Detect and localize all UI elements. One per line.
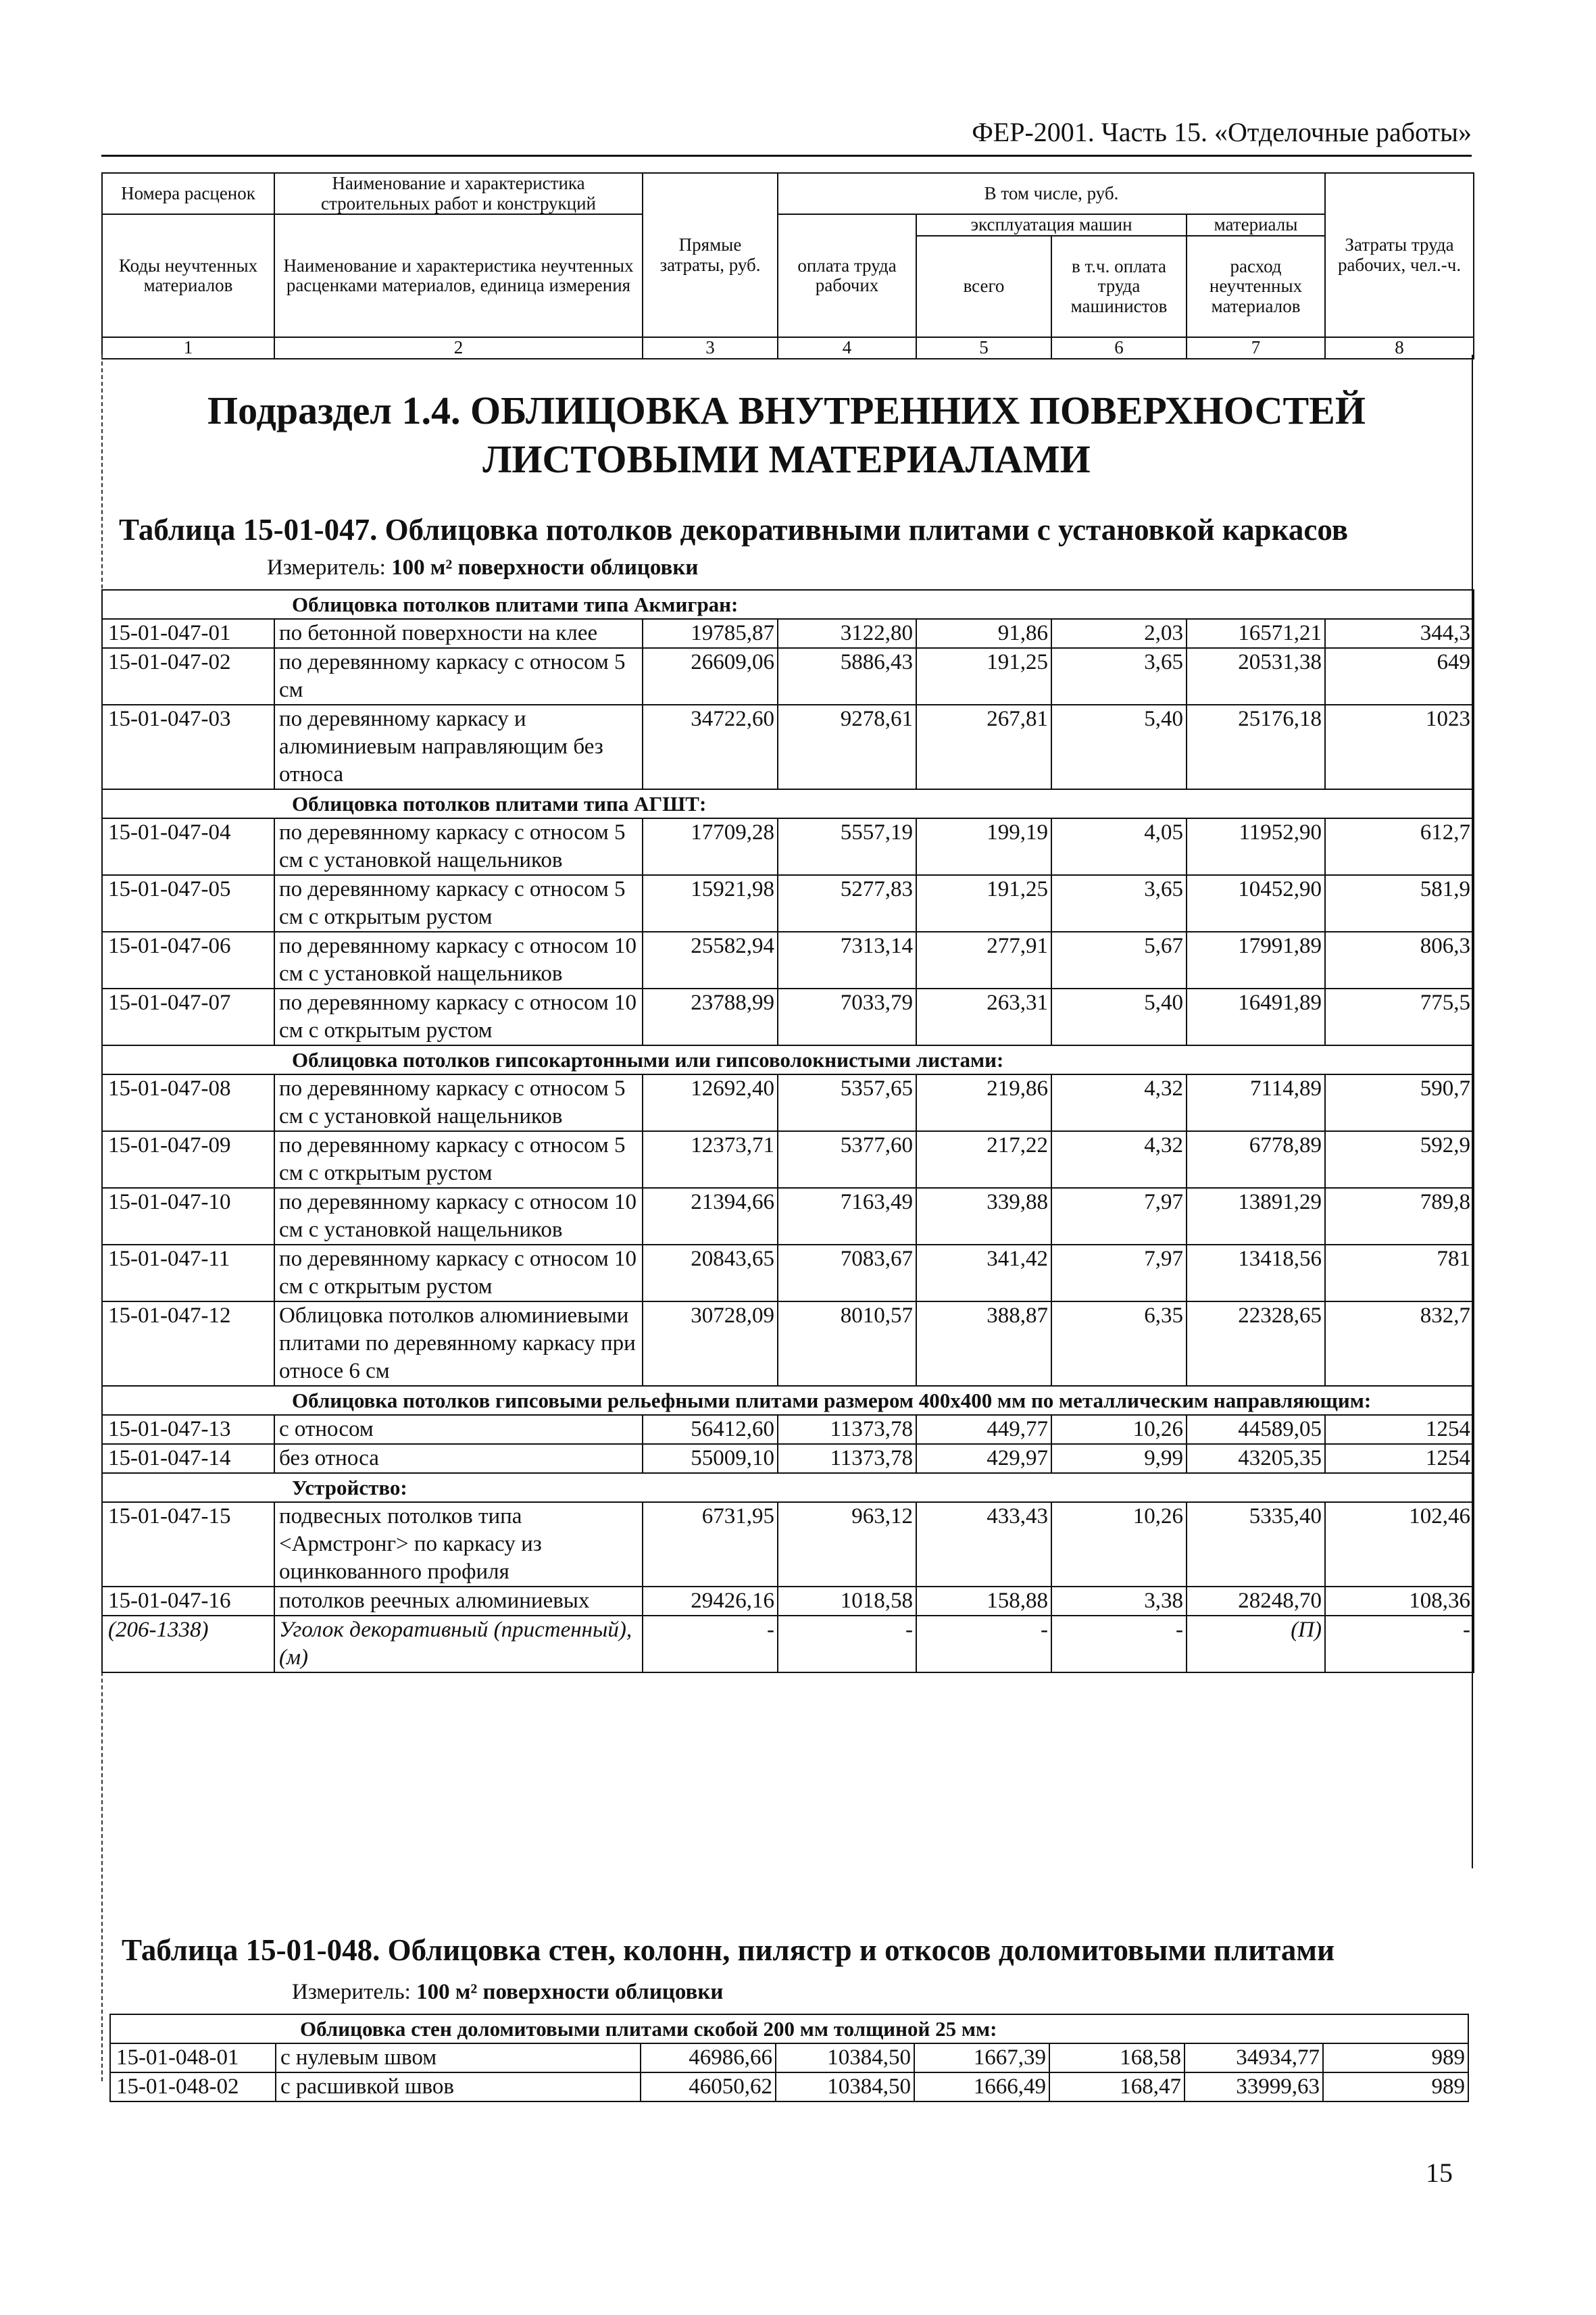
operator-wages-value: 4,05	[1051, 818, 1187, 875]
col-number: 1	[102, 337, 274, 359]
materials-value: 13891,29	[1187, 1188, 1325, 1245]
operator-wages-value: 10,26	[1051, 1502, 1187, 1587]
rate-code: 15-01-047-14	[102, 1444, 274, 1473]
operator-wages-value: 7,97	[1051, 1188, 1187, 1245]
labor-value: 832,7	[1325, 1301, 1474, 1386]
rate-code: 15-01-048-02	[110, 2072, 276, 2101]
work-description: без относа	[274, 1444, 643, 1473]
materials-value: 34934,77	[1184, 2043, 1323, 2072]
work-description: с относом	[274, 1415, 643, 1444]
rate-code: 15-01-047-04	[102, 818, 274, 875]
wages-value: 11373,78	[778, 1444, 916, 1473]
subsection-title: Подраздел 1.4. ОБЛИЦОВКА ВНУТРЕННИХ ПОВЕРХНОСТЕЙ ЛИСТОВЫМИ МАТЕРИАЛАМИ	[207, 389, 1366, 481]
rate-code: (206-1338)	[102, 1616, 274, 1672]
machines-total-value: 1667,39	[914, 2043, 1049, 2072]
materials-value: (П)	[1187, 1616, 1325, 1672]
work-description: по деревянному каркасу с относом 5 см	[274, 648, 643, 705]
labor-value: 1254	[1325, 1444, 1474, 1473]
rate-code: 15-01-047-02	[102, 648, 274, 705]
hdr-operator-wages: в т.ч. оплата труда машинистов	[1051, 236, 1187, 337]
table-row	[102, 1415, 1474, 1444]
labor-value: 592,9	[1325, 1131, 1474, 1188]
operator-wages-value: 3,65	[1051, 875, 1187, 932]
operator-wages-value: 5,40	[1051, 989, 1187, 1045]
meter-value: 100 м² поверхности облицовки	[416, 1980, 724, 2004]
work-description: с нулевым швом	[276, 2043, 641, 2072]
machines-total-value: 191,25	[916, 875, 1051, 932]
labor-value: 649	[1325, 648, 1474, 705]
work-description: по деревянному каркасу с относом 10 см с открытым рустом	[274, 1245, 643, 1301]
col-number: 2	[274, 337, 643, 359]
col-number: 7	[1187, 337, 1325, 359]
work-description: с расшивкой швов	[276, 2072, 641, 2101]
direct-costs-value: 19785,87	[643, 619, 778, 648]
materials-value: 11952,90	[1187, 818, 1325, 875]
group-header: Облицовка потолков плитами типа Акмигран:	[102, 590, 1474, 619]
rate-code: 15-01-047-07	[102, 989, 274, 1045]
labor-value: 806,3	[1325, 932, 1474, 989]
work-description: по деревянному каркасу с относом 5 см с установкой нащельников	[274, 818, 643, 875]
meter-value: 100 м² поверхности облицовки	[391, 555, 699, 580]
direct-costs-value: 46986,66	[641, 2043, 776, 2072]
hdr-labor: Затраты труда рабочих, чел.-ч.	[1325, 173, 1474, 337]
table-row	[110, 2072, 1468, 2101]
operator-wages-value: 4,32	[1051, 1074, 1187, 1131]
machines-total-value: 191,25	[916, 648, 1051, 705]
machines-total-value: 341,42	[916, 1245, 1051, 1301]
machines-total-value: -	[916, 1616, 1051, 1672]
materials-value: 25176,18	[1187, 705, 1325, 789]
work-description: по деревянному каркасу с относом 5 см с установкой нащельников	[274, 1074, 643, 1131]
materials-value: 33999,63	[1184, 2072, 1323, 2101]
group-header-row	[102, 1386, 1474, 1415]
hdr-unaccounted-consumption: расход неучтенных материалов	[1187, 236, 1325, 337]
work-description: по деревянному каркасу и алюминиевым направляющим без относа	[274, 705, 643, 789]
work-description: потолков реечных алюминиевых	[274, 1587, 643, 1616]
wages-value: 7313,14	[778, 932, 916, 989]
rate-code: 15-01-047-10	[102, 1188, 274, 1245]
rate-code: 15-01-047-03	[102, 705, 274, 789]
wages-value: -	[778, 1616, 916, 1672]
group-header: Облицовка стен доломитовыми плитами скобой 200 мм толщиной 25 мм:	[110, 2014, 1468, 2043]
wages-value: 11373,78	[778, 1415, 916, 1444]
direct-costs-value: 12373,71	[643, 1131, 778, 1188]
labor-value: 102,46	[1325, 1502, 1474, 1587]
wages-value: 7083,67	[778, 1245, 916, 1301]
table-row	[102, 1074, 1474, 1131]
group-header-row	[102, 1473, 1474, 1502]
operator-wages-value: 7,97	[1051, 1245, 1187, 1301]
wages-value: 7163,49	[778, 1188, 916, 1245]
wages-value: 5357,65	[778, 1074, 916, 1131]
rate-code: 15-01-047-01	[102, 619, 274, 648]
direct-costs-value: 23788,99	[643, 989, 778, 1045]
labor-value: 108,36	[1325, 1587, 1474, 1616]
machines-total-value: 339,88	[916, 1188, 1051, 1245]
labor-value: 989	[1323, 2043, 1468, 2072]
hdr-unaccounted-codes: Коды неучтенных материалов	[102, 214, 274, 337]
wages-value: 10384,50	[776, 2043, 914, 2072]
col-number: 4	[778, 337, 916, 359]
rate-code: 15-01-047-16	[102, 1587, 274, 1616]
wages-value: 3122,80	[778, 619, 916, 648]
group-header-row	[110, 2014, 1468, 2043]
table-048-meter	[292, 1980, 723, 2005]
table-row	[102, 1616, 1474, 1672]
table-row	[102, 875, 1474, 932]
table-047-title: Таблица 15-01-047. Облицовка потолков декоративными плитами с установкой каркасов	[119, 513, 1349, 547]
table-row	[102, 989, 1474, 1045]
direct-costs-value: 30728,09	[643, 1301, 778, 1386]
labor-value: -	[1325, 1616, 1474, 1672]
column-header-table	[101, 172, 1474, 359]
materials-value: 20531,38	[1187, 648, 1325, 705]
rate-code: 15-01-047-08	[102, 1074, 274, 1131]
direct-costs-value: -	[643, 1616, 778, 1672]
meter-label: Измеритель:	[292, 1980, 411, 2004]
rate-code: 15-01-048-01	[110, 2043, 276, 2072]
rate-code: 15-01-047-06	[102, 932, 274, 989]
labor-value: 989	[1323, 2072, 1468, 2101]
machines-total-value: 91,86	[916, 619, 1051, 648]
materials-value: 22328,65	[1187, 1301, 1325, 1386]
meter-label: Измеритель:	[267, 555, 386, 580]
table-047-meter	[267, 555, 698, 580]
group-header: Устройство:	[102, 1473, 1474, 1502]
machines-total-value: 219,86	[916, 1074, 1051, 1131]
work-description: по бетонной поверхности на клее	[274, 619, 643, 648]
materials-value: 13418,56	[1187, 1245, 1325, 1301]
table-048	[109, 2014, 1469, 2102]
operator-wages-value: -	[1051, 1616, 1187, 1672]
work-description: Уголок декоративный (пристенный), (м)	[274, 1616, 643, 1672]
machines-total-value: 158,88	[916, 1587, 1051, 1616]
labor-value: 1023	[1325, 705, 1474, 789]
materials-value: 44589,05	[1187, 1415, 1325, 1444]
table-row	[102, 1188, 1474, 1245]
table-row	[102, 648, 1474, 705]
group-header: Облицовка потолков гипсовыми рельефными плитами размером 400х400 мм по металлическим направляющим:	[102, 1386, 1474, 1415]
hdr-wages: оплата труда рабочих	[778, 214, 916, 337]
operator-wages-value: 6,35	[1051, 1301, 1187, 1386]
direct-costs-value: 26609,06	[643, 648, 778, 705]
materials-value: 17991,89	[1187, 932, 1325, 989]
work-description: Облицовка потолков алюминиевыми плитами по деревянному каркасу при относе 6 см	[274, 1301, 643, 1386]
rate-code: 15-01-047-13	[102, 1415, 274, 1444]
running-header: ФЕР-2001. Часть 15. «Отделочные работы»	[101, 116, 1472, 157]
wages-value: 1018,58	[778, 1587, 916, 1616]
group-header: Облицовка потолков плитами типа АГШТ:	[102, 789, 1474, 818]
work-description: по деревянному каркасу с относом 10 см с установкой нащельников	[274, 1188, 643, 1245]
col-number: 8	[1325, 337, 1474, 359]
materials-value: 16491,89	[1187, 989, 1325, 1045]
hdr-direct-costs: Прямые затраты, руб.	[643, 173, 778, 337]
group-header-row	[102, 789, 1474, 818]
machines-total-value: 263,31	[916, 989, 1051, 1045]
machines-total-value: 1666,49	[914, 2072, 1049, 2101]
direct-costs-value: 12692,40	[643, 1074, 778, 1131]
wages-value: 8010,57	[778, 1301, 916, 1386]
direct-costs-value: 56412,60	[643, 1415, 778, 1444]
direct-costs-value: 29426,16	[643, 1587, 778, 1616]
operator-wages-value: 4,32	[1051, 1131, 1187, 1188]
labor-value: 781	[1325, 1245, 1474, 1301]
machines-total-value: 429,97	[916, 1444, 1051, 1473]
operator-wages-value: 5,40	[1051, 705, 1187, 789]
table-row	[102, 1502, 1474, 1587]
table-048-title: Таблица 15-01-048. Облицовка стен, колонн, пилястр и откосов доломитовыми плитами	[122, 1933, 1335, 1967]
table-row	[102, 1587, 1474, 1616]
materials-value: 28248,70	[1187, 1587, 1325, 1616]
direct-costs-value: 55009,10	[643, 1444, 778, 1473]
wages-value: 5377,60	[778, 1131, 916, 1188]
table-row	[102, 1131, 1474, 1188]
hdr-name-top: Наименование и характеристика строительных работ и конструкций	[274, 173, 643, 214]
col-number: 5	[916, 337, 1051, 359]
table-047	[101, 589, 1474, 1673]
rate-code: 15-01-047-11	[102, 1245, 274, 1301]
operator-wages-value: 3,38	[1051, 1587, 1187, 1616]
direct-costs-value: 15921,98	[643, 875, 778, 932]
machines-total-value: 267,81	[916, 705, 1051, 789]
wages-value: 5277,83	[778, 875, 916, 932]
labor-value: 1254	[1325, 1415, 1474, 1444]
operator-wages-value: 9,99	[1051, 1444, 1187, 1473]
col-number: 3	[643, 337, 778, 359]
group-header-row	[102, 1045, 1474, 1074]
operator-wages-value: 168,58	[1049, 2043, 1184, 2072]
operator-wages-value: 168,47	[1049, 2072, 1184, 2101]
rate-code: 15-01-047-09	[102, 1131, 274, 1188]
operator-wages-value: 10,26	[1051, 1415, 1187, 1444]
wages-value: 10384,50	[776, 2072, 914, 2101]
labor-value: 581,9	[1325, 875, 1474, 932]
machines-total-value: 217,22	[916, 1131, 1051, 1188]
wages-value: 5557,19	[778, 818, 916, 875]
table-row	[102, 1245, 1474, 1301]
direct-costs-value: 20843,65	[643, 1245, 778, 1301]
direct-costs-value: 6731,95	[643, 1502, 778, 1587]
hdr-materials: материалы	[1187, 214, 1325, 236]
labor-value: 590,7	[1325, 1074, 1474, 1131]
work-description: по деревянному каркасу с относом 5 см с открытым рустом	[274, 1131, 643, 1188]
labor-value: 344,3	[1325, 619, 1474, 648]
page-number: 15	[1426, 2158, 1453, 2188]
materials-value: 7114,89	[1187, 1074, 1325, 1131]
work-description: подвесных потолков типа <Армстронг> по каркасу из оцинкованного профиля	[274, 1502, 643, 1587]
wages-value: 9278,61	[778, 705, 916, 789]
machines-total-value: 277,91	[916, 932, 1051, 989]
table-row	[102, 932, 1474, 989]
table-row	[102, 1301, 1474, 1386]
hdr-name-bottom: Наименование и характеристика неучтенных расценками материалов, единица измерения	[274, 214, 643, 337]
group-header: Облицовка потолков гипсокартонными или гипсоволокнистыми листами:	[102, 1045, 1474, 1074]
rate-code: 15-01-047-12	[102, 1301, 274, 1386]
work-description: по деревянному каркасу с относом 5 см с открытым рустом	[274, 875, 643, 932]
labor-value: 775,5	[1325, 989, 1474, 1045]
wages-value: 5886,43	[778, 648, 916, 705]
group-header-row	[102, 590, 1474, 619]
table-row	[102, 818, 1474, 875]
work-description: по деревянному каркасу с относом 10 см с открытым рустом	[274, 989, 643, 1045]
direct-costs-value: 25582,94	[643, 932, 778, 989]
work-description: по деревянному каркасу с относом 10 см с установкой нащельников	[274, 932, 643, 989]
rate-code: 15-01-047-15	[102, 1502, 274, 1587]
table-row	[102, 619, 1474, 648]
hdr-rate-numbers: Номера расценок	[102, 173, 274, 214]
operator-wages-value: 3,65	[1051, 648, 1187, 705]
materials-value: 10452,90	[1187, 875, 1325, 932]
direct-costs-value: 21394,66	[643, 1188, 778, 1245]
machines-total-value: 199,19	[916, 818, 1051, 875]
materials-value: 5335,40	[1187, 1502, 1325, 1587]
col-number: 6	[1051, 337, 1187, 359]
wages-value: 963,12	[778, 1502, 916, 1587]
hdr-total: всего	[916, 236, 1051, 337]
labor-value: 789,8	[1325, 1188, 1474, 1245]
operator-wages-value: 2,03	[1051, 619, 1187, 648]
rate-code: 15-01-047-05	[102, 875, 274, 932]
table-row	[102, 705, 1474, 789]
table-row	[110, 2043, 1468, 2072]
direct-costs-value: 34722,60	[643, 705, 778, 789]
materials-value: 6778,89	[1187, 1131, 1325, 1188]
wages-value: 7033,79	[778, 989, 916, 1045]
machines-total-value: 449,77	[916, 1415, 1051, 1444]
labor-value: 612,7	[1325, 818, 1474, 875]
hdr-including: В том числе, руб.	[778, 173, 1325, 214]
hdr-machines: эксплуатация машин	[916, 214, 1187, 236]
machines-total-value: 433,43	[916, 1502, 1051, 1587]
machines-total-value: 388,87	[916, 1301, 1051, 1386]
materials-value: 43205,35	[1187, 1444, 1325, 1473]
table-row	[102, 1444, 1474, 1473]
direct-costs-value: 46050,62	[641, 2072, 776, 2101]
operator-wages-value: 5,67	[1051, 932, 1187, 989]
materials-value: 16571,21	[1187, 619, 1325, 648]
direct-costs-value: 17709,28	[643, 818, 778, 875]
